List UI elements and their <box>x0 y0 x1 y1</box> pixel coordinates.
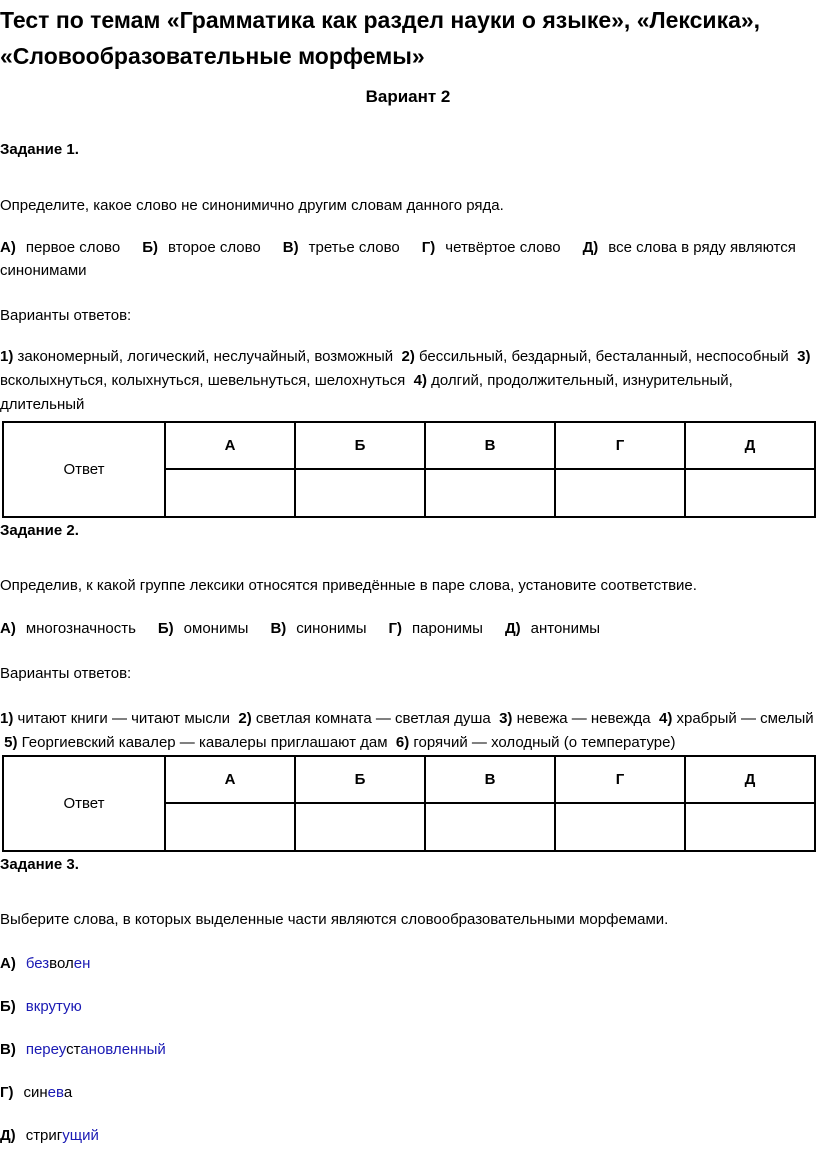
task-2-answers <box>0 707 816 755</box>
answer-cell[interactable] <box>425 803 555 851</box>
column-header: Б <box>295 422 425 469</box>
answer-label: Ответ <box>3 756 165 851</box>
answer-number: 5) <box>4 734 18 751</box>
task-1-heading: Задание 1. <box>0 141 79 158</box>
task-3-item-d <box>0 1127 99 1144</box>
answer-number: 1) <box>0 348 14 365</box>
answer-number: 4) <box>658 710 673 727</box>
option-letter: А) <box>0 620 16 637</box>
task-1-options <box>0 239 796 256</box>
option-letter: Б) <box>142 239 158 256</box>
column-header: А <box>165 756 295 803</box>
item-letter: В) <box>0 1041 16 1058</box>
morpheme-part: вкрут <box>25 998 64 1015</box>
morpheme-part: син <box>23 1084 48 1101</box>
task-2-answer-table <box>2 755 816 852</box>
answer-text: закономерный, логический, неслучайный, возможный <box>13 348 398 365</box>
task-2-options <box>0 620 600 637</box>
option-text: второе слово <box>167 239 261 256</box>
item-letter: А) <box>0 955 16 972</box>
option-letter: Б) <box>157 620 174 637</box>
answer-number: 4) <box>413 372 427 389</box>
answer-cell[interactable] <box>295 803 425 851</box>
answer-cell[interactable] <box>685 803 815 851</box>
answer-text: храбрый — смелый <box>672 710 814 727</box>
morpheme-part: без <box>25 955 50 972</box>
answer-number: 1) <box>0 710 14 727</box>
task-1-answers-label: Варианты ответов: <box>0 307 132 324</box>
task-3-item-v <box>0 1041 166 1058</box>
answer-cell[interactable] <box>425 469 555 517</box>
morpheme-part: ановленный <box>80 1041 166 1058</box>
option-text: омонимы <box>183 620 249 637</box>
answer-number: 2) <box>238 710 252 727</box>
task-2-answers-label: Варианты ответов: <box>0 665 132 682</box>
option-letter: Г) <box>421 239 436 256</box>
answer-number: 3) <box>797 348 811 365</box>
option-text: первое слово <box>25 239 121 256</box>
answer-number: 2) <box>401 348 415 365</box>
morpheme-part: ущий <box>62 1127 99 1144</box>
morpheme-part: а <box>63 1084 73 1101</box>
option-text: четвёртое слово <box>445 239 561 256</box>
task-1-answers <box>0 345 816 417</box>
morpheme-part: вол <box>49 955 74 972</box>
task-3-heading: Задание 3. <box>0 856 79 873</box>
column-header: А <box>165 422 295 469</box>
task-3-item-b <box>0 998 82 1015</box>
option-text: все слова в ряду являются <box>608 239 796 256</box>
answer-text: Георгиевский кавалер — кавалеры приглашают дам <box>17 734 392 751</box>
task-1-answer-table <box>2 421 816 518</box>
task-3-item-a <box>0 955 90 972</box>
option-text: синонимы <box>296 620 367 637</box>
answer-text: невежа — невежда <box>512 710 655 727</box>
morpheme-part: стриг <box>25 1127 63 1144</box>
column-header: В <box>425 422 555 469</box>
answer-text: всколыхнуться, колыхнуться, шевельнуться, шелохнуться <box>0 372 410 389</box>
task-3-item-g <box>0 1084 72 1101</box>
morpheme-part: ев <box>47 1084 64 1101</box>
task-1-question: Определите, какое слово не синонимично другим словам данного ряда. <box>0 197 504 214</box>
page-title: Тест по темам «Грамматика как раздел науки о языке», «Лексика», «Словообразовательные морфемы» <box>0 7 761 69</box>
variant-heading: Вариант 2 <box>365 87 451 106</box>
task-1-options-tail: синонимами <box>0 262 87 279</box>
morpheme-part: переу <box>25 1041 67 1058</box>
column-header: В <box>425 756 555 803</box>
column-header: Г <box>555 422 685 469</box>
answer-number: 6) <box>395 734 410 751</box>
answer-text: читают книги — читают мысли <box>13 710 235 727</box>
option-text: антонимы <box>530 620 601 637</box>
column-header: Д <box>685 422 815 469</box>
option-text: третье слово <box>308 239 400 256</box>
answer-cell[interactable] <box>555 803 685 851</box>
option-letter: В) <box>282 239 299 256</box>
answer-number: 3) <box>499 710 513 727</box>
morpheme-part: ую <box>63 998 82 1015</box>
option-letter: Д) <box>582 239 599 256</box>
option-letter: Г) <box>388 620 403 637</box>
task-2-heading: Задание 2. <box>0 522 79 539</box>
answer-text: долгий, продолжительный, изнурительный, длительный <box>0 372 733 413</box>
answer-cell[interactable] <box>165 469 295 517</box>
task-2-question: Определив, к какой группе лексики относятся приведённые в паре слова, установите соответствие. <box>0 577 697 594</box>
answer-text: бессильный, бездарный, бесталанный, неспособный <box>414 348 793 365</box>
option-letter: В) <box>270 620 287 637</box>
option-text: паронимы <box>412 620 483 637</box>
column-header: Г <box>555 756 685 803</box>
column-header: Б <box>295 756 425 803</box>
morpheme-part: ст <box>66 1041 81 1058</box>
answer-text: горячий — холодный (о температуре) <box>409 734 676 751</box>
option-text: многозначность <box>25 620 136 637</box>
answer-cell[interactable] <box>165 803 295 851</box>
task-3-question: Выберите слова, в которых выделенные части являются словообразовательными морфемами. <box>0 911 669 928</box>
answer-cell[interactable] <box>555 469 685 517</box>
answer-cell[interactable] <box>685 469 815 517</box>
item-letter: Д) <box>0 1127 16 1144</box>
item-letter: Б) <box>0 998 16 1015</box>
item-letter: Г) <box>0 1084 14 1101</box>
option-letter: Д) <box>504 620 521 637</box>
answer-label: Ответ <box>3 422 165 517</box>
answer-cell[interactable] <box>295 469 425 517</box>
column-header: Д <box>685 756 815 803</box>
morpheme-part: ен <box>73 955 91 972</box>
option-letter: А) <box>0 239 16 256</box>
answer-text: светлая комната — светлая душа <box>251 710 495 727</box>
